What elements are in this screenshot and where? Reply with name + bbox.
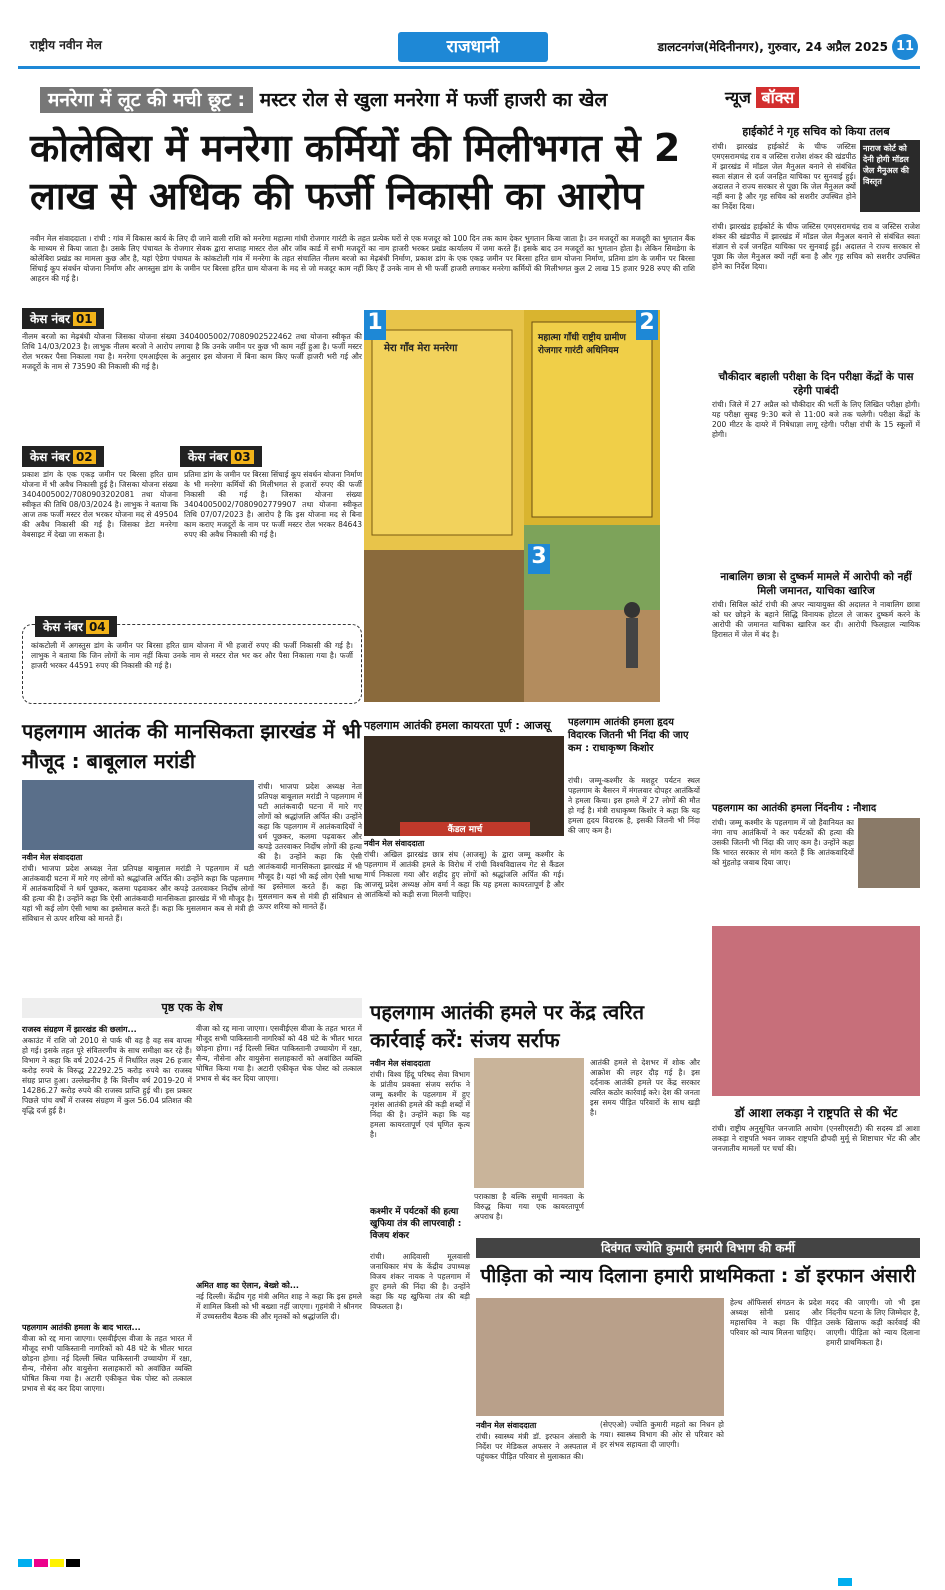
lead-photo-collage <box>364 310 660 702</box>
minor-headline: नाबालिग छात्रा से दुष्कर्म मामले में आरोपी को नहीं मिली जमानत, याचिका खारिज <box>720 571 912 597</box>
case-04-box <box>22 620 362 704</box>
ajsu-photo <box>364 736 564 836</box>
marandi-photo <box>22 780 254 850</box>
kicker-text: मस्टर रोल से खुला मनरेगा में फर्जी हाजरी का खेल <box>259 89 608 111</box>
irfan-text-1: रांची। स्वास्थ्य मंत्री डॉ. इरफान अंसारी के निर्देश पर मेडिकल अफसर ने अस्पताल में पहुंचकर पीड़ित परिवार से मुलाकात की। <box>476 1432 596 1461</box>
asha-photo <box>712 926 920 1096</box>
irfan-photo <box>476 1298 724 1416</box>
irfan-text-4: मदद की जाएगी। जो भी इस निंदनीय घटना के लिए जिम्मेदार है, उसके खिलाफ कड़ी कार्रवाई की जाएगी। पीड़िता को न्याय दिलाना हमारी प्राथमिकता है। <box>826 1298 920 1347</box>
case-02-text: प्रकाश डांग के एक एकड़ जमीन पर बिरसा हरित ग्राम योजना में भी अवैध निकासी हुई है। जिसका योजना संख्या 3404005002/7080903202081 तथा योजना स्वीकृत की तिथि 08/03/2024 है। लाभुक ने बताया कि आज तक फर्जी मस्टर रोल भरकर योजना मद से 49504 की अवैध निकासी की गई है। जिसका डेटा मनरेगा वेबसाइट में देखा जा सकता है। <box>22 470 178 539</box>
sarraf-byline: नवीन मेल संवाददाता <box>370 1059 431 1068</box>
revenue-text: अकाउंट में राशि जो 2010 से पार्क थी वह है वह सब वापस हो गई। इसके तहत पूरे संवितरणीय के साथ समीक्षा कर रहे हैं। विभाग ने कहा कि वर्ष 2024-25 में निर्धारित लक्ष्य 26 हजार करोड़ रुपये के विरुद्ध 22292.25 करोड़ रुपये का राजस्व संग्रह प्राप्त हुआ। उल्लेखनीय है कि वित्तीय वर्ष 2019-20 में 14286.27 करोड़ रुपये की राजस्व प्राप्ति हुई थी। इस प्रकार पिछले पांच वर्षों में राजस्व संग्रहण में कुल 56.04 प्रतिशत की वृद्धि दर्ज हुई है। <box>22 1036 192 1115</box>
ajsu-byline: नवीन मेल संवाददाता <box>364 839 425 848</box>
case-04-label: केस नंबर 04 <box>35 616 117 637</box>
sign-text-1: मेरा गाँव मेरा मनरेगा <box>384 343 458 354</box>
lead-intro: नवीन मेल संवाददाता । रांची : गांव में विकास कार्य के लिए दी जाने वाली राशि को मनरेगा महात्मा गांधी रोजगार गारंटी के तहत प्रत्येक घरों से एक मजदूर को 100 दिन तक काम देकर भुगतान किया जाता है। उन मजदूरों का मजदूरी का भुगतान बैंक के माध्यम से किया जाता है। उसके लिए पंचायत के रोजगार सेवक द्वारा सप्ताह मास्टर रोल और जॉब कार्ड में सभी मजदूरों का नाम हाजरी भरकर प्रखंड कार्यालय में जमा करते हैं। इसके बाद उन मजदूरों का भुगतान होता है। लेकिन सिमडेगा के कोलेबिरा प्रखंड का मामला कुछ और है, यहां ऐडेगा पंचायत के कांकटोली गांव में मनरेगा के तहत संचालित नीलम बरजो का मेढ़बंधी निर्माण, प्रकाश डांग के एक एकड़ जमीन पर बिरसा हरित ग्राम योजना निर्माण, प्रतिमा डांग के जमीन पर बिरसा सिंचाई कूप संवर्धन योजना निर्माण और अगस्तुस डांग के जमीन पर बिरसा हरित ग्राम योजना के मद से जो मजदूर काम नहीं किए हैं उनके नाम से भी फर्जी हाजरी लगाकर मनरेगा कर्मियों की मिलीभगत कुल 2 लाख 15 हजार 928 रुपए की राशि आहरन की गई है। <box>30 234 695 283</box>
hc-quote: नाराज कोर्ट को देनी होगी मॉडल जेल मैनुअल की विस्तृत <box>860 140 920 212</box>
ajsu-headline: पहलगाम आतंकी हमला कायरता पूर्ण : आजसू <box>364 719 551 732</box>
shah-text: नई दिल्ली। केंद्रीय गृह मंत्री अमित शाह ने कहा कि इस हमले में शामिल किसी को भी बख्शा नहीं जाएगा। गृहमंत्री ने श्रीनगर में उच्चस्तरीय बैठक की और मृतकों को श्रद्धांजलि दी। <box>196 1292 362 1321</box>
india-text: वीजा को रद्द माना जाएगा। एसवीईएस वीजा के तहत भारत में मौजूद सभी पाकिस्तानी नागरिकों को 48 घंटे के भीतर भारत छोड़ना होगा। नई दिल्ली स्थित पाकिस्तानी उच्चायोग में रक्षा, सैन्य, नौसेना और वायुसेना सलाहकारों को अवांछित व्यक्ति घोषित किया गया है। अटारी एकीकृत चेक पोस्ट को तत्काल प्रभाव से बंद कर दिया जाएगा। <box>22 1334 192 1393</box>
sign-text-2: महात्मा गाँधी राष्ट्रीय ग्रामीण रोजगार गारंटी अधिनियम <box>538 333 626 356</box>
case-03-text: प्रतिमा डांग के जमीन पर बिरसा सिंचाई कूप संवर्धन योजना निर्माण के भी मनरेगा कर्मियों की मिलीभगत से हजारों रुपए की फर्जी निकासी की गई है। जिसका योजना संख्या 3404005002/7080902779907 तथा योजना स्वीकृत तिथि 07/07/2023 है। आरोप है कि इस योजना मद से बिना काम कराए मजदूरों के नाम पर फर्जी मस्टर रोल भरकर 84643 रुपए की अवैध निकासी की गई है। <box>184 470 362 539</box>
page-number: 11 <box>892 34 918 60</box>
marandi-text-col: रांची। भाजपा प्रदेश अध्यक्ष नेता प्रतिपक्ष बाबूलाल मरांडी ने पहलगाम में घटी आतंकवादी घटना में मारे गए लोगों को श्रद्धांजलि अर्पित की। उन्होंने कहा कि पहलगाम में आतंकवादियों ने धर्म पूछकर, कलमा पढ़वाकर और कपड़े उतरवाकर निर्दोष लोगों की हत्या की है। उन्होंने कहा कि ऐसी आतंकवादी मानसिकता झारखंड में भी मौजूद है। यहां भी कई लोग ऐसी भाषा का इस्तेमाल करते हैं। कहा कि मुसलमान कब से मंत्री ही संविधान से ऊपर शरिया को मानते हैं। <box>258 782 362 911</box>
section-label: राजधानी <box>398 32 548 62</box>
minor-text: रांची। सिविल कोर्ट रांची की अपर न्यायायुक्त की अदालत ने नाबालिग छात्रा को घर छोड़ने के बहाने सिद्धि विनायक होटल ले जाकर दुष्कर्म करने के आरोपी की जमानत याचिका खारिज कर दी। आरोपी फिलहाल न्यायिक हिरासत में जेल में बंद है। <box>712 600 920 639</box>
hc-headline: हाईकोर्ट ने गृह सचिव को किया तलब <box>742 125 890 138</box>
chowkidar-text: रांची। जिले में 27 अप्रैल को चौकीदार की भर्ती के लिए लिखित परीक्षा होगी। यह परीक्षा सुबह 9:30 बजे से 11:00 बजे तक चलेगी। परीक्षा केंद्रों के 200 मीटर के दायरे में निषेधाज्ञा लागू रहेगी। परीक्षा रांची के 15 स्कूलों में होगी। <box>712 400 920 439</box>
sarraf-photo <box>474 1058 584 1188</box>
naushad-photo <box>858 818 920 888</box>
irfan-text-2: (सेएएओ) ज्योति कुमारी महतो का निधन हो गया। स्वास्थ्य विभाग की ओर से परिवार को हर संभव सहायता दी जाएगी। <box>600 1420 724 1449</box>
irfan-text-3: हेल्थ ऑफिसर्स संगठन के प्रदेश अध्यक्ष सोनी प्रसाद और महासचिव ने कहा कि पीड़ित परिवार को न्याय मिलना चाहिए। <box>730 1298 822 1337</box>
sarraf-text: रांची। विश्व हिंदू परिषद सेवा विभाग के प्रांतीय प्रवक्ता संजय सर्राफ ने जम्मू कश्मीर के पहलगाम में हुए नृशंस आतंकी हमले की कड़ी शब्दों में निंदा की है। उन्होंने कहा कि यह हमला कायरतापूर्ण एवं घृणित कृत्य है। <box>370 1070 470 1139</box>
sarraf-caption: पराकाष्ठा है बल्कि समूची मानवता के विरुद्ध किया गया एक कायरतापूर्ण अपराध है। <box>474 1192 584 1221</box>
case-01-text: नीलम बरजो का मेढ़बंधी योजना जिसका योजना संख्या 3404005002/7080902522462 तथा योजना स्वीकृत की तिथि 14/03/2023 है। लाभुक नीलम बरजो ने आरोप लगाया है कि उनके जमीन पर कुछ भी काम नहीं हुआ है। फर्जी मस्टर रोल भरकर पैसा निकाला गया है। मनरेगा एमआईएस के अनुसार इस योजना में बिना काम किए फर्जी हाजरी भरी गई और मजदूरों के नाम से 73590 की निकासी की गई है। <box>22 332 362 371</box>
irfan-headline: पीड़िता को न्याय दिलाना हमारी प्राथमिकता : डॉ इरफान अंसारी <box>480 1265 916 1287</box>
header-rule <box>18 66 920 69</box>
case-03-label: केस नंबर 03 <box>180 446 362 464</box>
asha-headline: डॉ आशा लकड़ा ने राष्ट्रपति से की भेंट <box>734 1106 898 1120</box>
ajsu-text: रांची। अखिल झारखंड छात्र संघ (आजसू) के द्वारा जम्मू कश्मीर के पहलगाम में आतंकी हमले के विरोध में रांची विश्वविद्यालय गेट से कैंडल मार्च निकाला गया और शहीद हुए लोगों को श्रद्धांजलि अर्पित की गई। आजसू प्रदेश अध्यक्ष ओम वर्मा ने कहा कि यह हमला कायरतापूर्ण है और आतंकियों को कड़ी सजा मिलनी चाहिए। <box>364 850 564 899</box>
marandi-headline: पहलगाम आतंक की मानसिकता झारखंड में भी मौजूद : बाबूलाल मरांडी <box>22 719 362 773</box>
lead-kicker <box>40 86 700 116</box>
masthead <box>18 30 920 66</box>
sarraf-headline: पहलगाम आतंकी हमले पर केंद्र त्वरित कार्रवाई करें: संजय सर्राफ <box>370 1000 644 1052</box>
kashmir-headline: कश्मीर में पर्यटकों की हत्या खुफिया तंत्र की लापरवाही : विजय शंकर <box>370 1207 462 1241</box>
sarraf-text-2: आतंकी हमले से देशभर में शोक और आक्रोश की लहर दौड़ गई है। इस दर्दनाक आतंकी हमले पर केंद्र सरकार त्वरित कठोर कार्रवाई करे। देश की जनता इस समय पीड़ित परिवारों के साथ खड़ी है। <box>590 1058 700 1117</box>
photo-label-3: 3 <box>528 544 550 574</box>
chowkidar-headline: चौकीदार बहाली परीक्षा के दिन परीक्षा केंद्रों के पास रहेगी पाबंदी <box>718 371 914 397</box>
hc-text-2: रांची। झारखंड हाईकोर्ट के चीफ जस्टिस एमएसरामचंद्र राव व जस्टिस राजेश शंकर की खंडपीठ में झारखंड में मॉडल जेल मैनुअल बनाने से संबंधित स्वतः संज्ञान से दर्ज जनहित याचिका पर सुनवाई हुई। अदालत ने राज्य सरकार से पूछा कि जेल मैनुअल क्यों नहीं बना है और गृह सचिव को सशरीर उपस्थित होने का निर्देश दिया। <box>712 222 920 271</box>
dateline: डालटनगंज(मेदिनीनगर), गुरुवार, 24 अप्रैल 2025 <box>657 40 888 54</box>
footer-color-bar <box>18 1552 920 1562</box>
ajsu-banner: कैंडल मार्च <box>400 822 530 836</box>
kashmir-text: रांची। आदिवासी मूलवासी जनाधिकार मंच के केंद्रीय उपाध्यक्ष विजय शंकर नायक ने पहलगाम में हुए हमले की निंदा की है। उन्होंने कहा कि यह खुफिया तंत्र की बड़ी विफलता है। <box>370 1252 470 1311</box>
irfan-kicker: दिवंगत ज्योति कुमारी हमारी विभाग की कर्मी <box>476 1238 920 1258</box>
lead-headline: कोलेबिरा में मनरेगा कर्मियों की मिलीभगत से 2 लाख से अधिक की फर्जी निकासी का आरोप <box>30 126 681 218</box>
irfan-byline: नवीन मेल संवाददाता <box>476 1421 537 1430</box>
revenue-head: राजस्व संग्रहण में झारखंड की छलांग... <box>22 1025 137 1034</box>
kishore-text: रांची। जम्मू-कश्मीर के मशहूर पर्यटन स्थल पहलगाम के बैसरन में मंगलवार दोपहर आतंकियों ने हमला किया। इस हमले में 27 लोगों की मौत हो गई है। मंत्री राधाकृष्ण किशोर ने कहा कि यह हमला हृदय विदारक है, इसकी जितनी भी निंदा की जाए कम है। <box>568 776 700 835</box>
kishore-headline: पहलगाम आतंकी हमला हृदय विदारक जितनी भी निंदा की जाए कम : राधाकृष्ण किशोर <box>568 717 689 754</box>
photo-label-2: 2 <box>636 310 658 340</box>
news-box-label: न्यूज बॉक्स <box>725 86 920 116</box>
hc-text: रांची। झारखंड हाईकोर्ट के चीफ जस्टिस एमएसरामचंद्र राव व जस्टिस राजेश शंकर की खंडपीठ में झारखंड में मॉडल जेल मैनुअल बनाने से संबंधित स्वतः संज्ञान से दर्ज जनहित याचिका पर सुनवाई हुई। अदालत ने राज्य सरकार से पूछा कि जेल मैनुअल क्यों नहीं बना है और गृह सचिव को सशरीर उपस्थित होने का निर्देश दिया। <box>712 142 856 211</box>
naushad-text: रांची। जम्मू कश्मीर के पहलगाम में जो हैवानियत का नंगा नाच आतंकियों ने कर पर्यटकों की हत्या की उसकी जितनी भी निंदा की जाए कम है। उन्होंने कहा कि भारत सरकार से मांग करते हैं कि आतंकवादियों को मुंहतोड़ जवाब दिया जाए। <box>712 818 854 867</box>
asha-text: रांची। राष्ट्रीय अनुसूचित जनजाति आयोग (एनसीएसटी) की सदस्य डॉ आशा लकड़ा ने राष्ट्रपति भवन जाकर राष्ट्रपति द्रौपदी मुर्मू से शिष्टाचार भेंट की और जनजातीय मामलों पर चर्चा की। <box>712 1124 920 1153</box>
case-01-label: केस नंबर 01 <box>22 308 362 326</box>
visa-text: वीजा को रद्द माना जाएगा। एसवीईएस वीजा के तहत भारत में मौजूद सभी पाकिस्तानी नागरिकों को 48 घंटे के भीतर भारत छोड़ना होगा। नई दिल्ली स्थित पाकिस्तानी उच्चायोग में रक्षा, सैन्य, नौसेना और वायुसेना सलाहकारों को अवांछित व्यक्ति घोषित किया गया है। अटारी एकीकृत चेक पोस्ट को तत्काल प्रभाव से बंद कर दिया जाएगा। <box>196 1024 362 1083</box>
continued-label: पृष्ठ एक के शेष <box>22 998 362 1018</box>
case-02-label: केस नंबर 02 <box>22 446 182 464</box>
india-head: पहलगाम आतंकी हमला के बाद भारत... <box>22 1323 141 1332</box>
photo-label-1: 1 <box>364 310 386 340</box>
marandi-byline: नवीन मेल संवाददाता <box>22 853 83 862</box>
photo-collage-art <box>364 310 660 702</box>
kicker-label: मनरेगा में लूट की मची छूट : <box>40 87 253 113</box>
shah-head: अमित शाह का ऐलान, बेख्शे को... <box>196 1281 299 1290</box>
case-04-text: कांकटोली में अगस्तुस डांग के जमीन पर बिरसा हरित ग्राम योजना में भी हजारों रुपए की फर्जी निकासी की गई है। लाभुक ने बताया कि जिन लोगों के नाम नहीं किया उनके नाम से मस्टर रोल भर कर और पैसा निकाला गया है। फर्जी हाजरी भरकर 44591 रुपए की निकासी की गई है। <box>31 641 353 670</box>
naushad-headline: पहलगाम का आतंकी हमला निंदनीय : नौशाद <box>712 803 877 814</box>
marandi-text: रांची। भाजपा प्रदेश अध्यक्ष नेता प्रतिपक्ष बाबूलाल मरांडी ने पहलगाम में घटी आतंकवादी घटना में मारे गए लोगों को श्रद्धांजलि अर्पित की। उन्होंने कहा कि पहलगाम में आतंकवादियों ने धर्म पूछकर, कलमा पढ़वाकर और कपड़े उतरवाकर निर्दोष लोगों की हत्या की है। उन्होंने कहा कि ऐसी आतंकवादी मानसिकता झारखंड में भी मौजूद है। यहां भी कई लोग ऐसी भाषा का इस्तेमाल करते हैं। कहा कि मुसलमान कब से मंत्री ही संविधान से ऊपर शरिया को मानते हैं। <box>22 864 254 923</box>
newspaper-logo: राष्ट्रीय नवीन मेल <box>30 38 102 52</box>
